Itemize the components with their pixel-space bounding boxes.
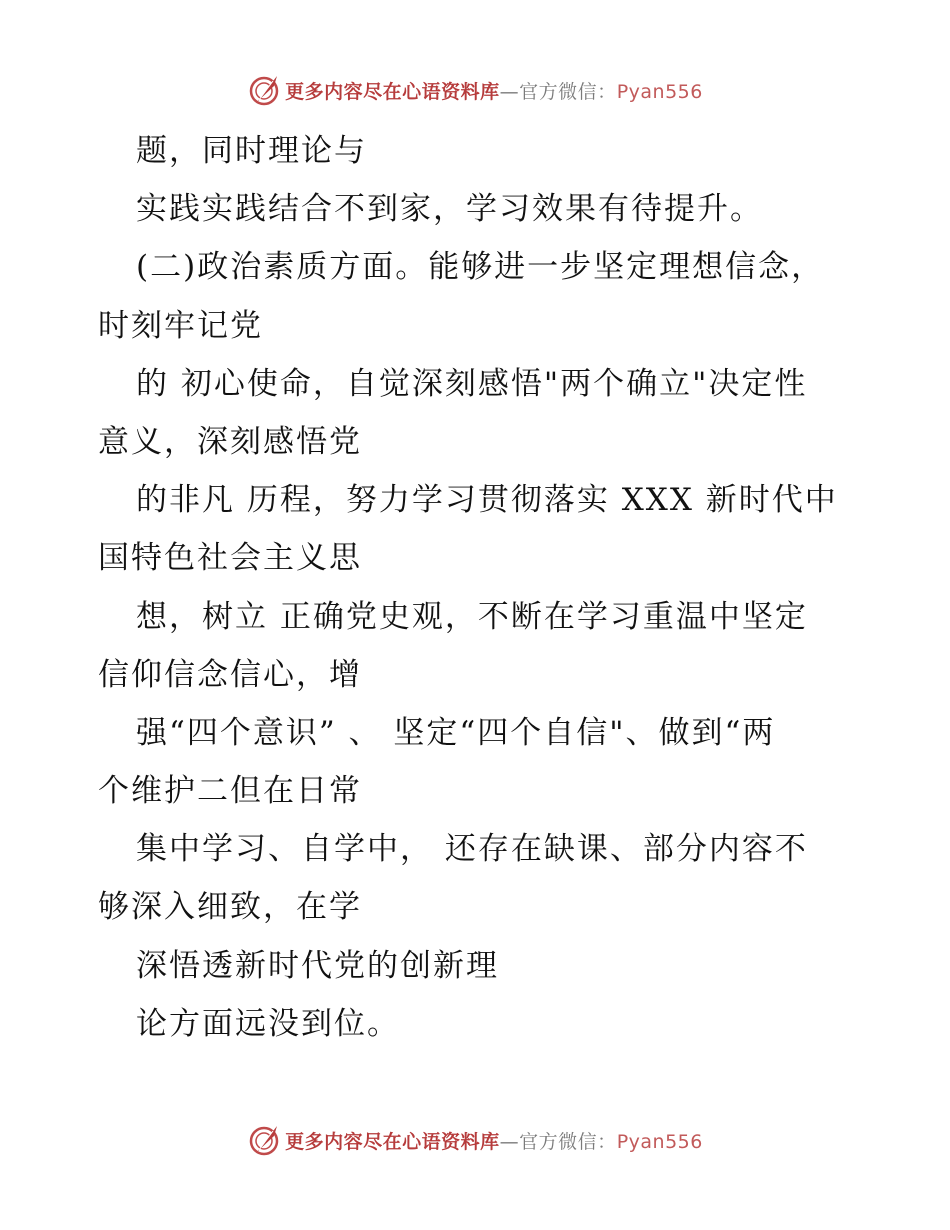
watermark-account: Pyan556 — [616, 80, 703, 103]
text-line: 意义，深刻感悟党 — [98, 423, 362, 460]
watermark-account: Pyan556 — [616, 1130, 703, 1153]
header-watermark — [0, 70, 950, 110]
watermark-official: 官方微信： — [519, 80, 617, 103]
watermark-brand: 更多内容尽在心语资料库 — [285, 80, 500, 103]
text-line: 够深入细致，在学 — [98, 889, 362, 926]
text-line: 信仰信念信心，增 — [98, 656, 362, 693]
document-body — [98, 122, 858, 1053]
text-line: 题，同时理论与 — [136, 133, 367, 169]
quill-logo-icon — [247, 1122, 283, 1158]
text-line: 个维护二但在日常 — [98, 773, 362, 810]
watermark-dash: — — [499, 80, 520, 103]
watermark-text — [285, 77, 703, 104]
text-line: 国特色社会主义思 — [98, 540, 362, 577]
text-line: 实践实践结合不到家，学习效果有待提升。 — [136, 191, 763, 228]
text-line: 强“四个意识” 、 坚定“四个自信"、做到“两 — [136, 714, 776, 751]
text-line: 的非凡 历程，努力学习贯彻落实 XXX 新时代中 — [136, 482, 838, 519]
text-line: 集中学习、自学中， 还存在缺课、部分内容不 — [136, 831, 808, 868]
text-line: 想，树立 正确党史观，不断在学习重温中坚定 — [136, 598, 808, 635]
text-line: 时刻牢记党 — [98, 307, 263, 344]
quill-logo-icon — [247, 72, 283, 108]
text-line: 的 初心使命，自觉深刻感悟"两个确立"决定性 — [136, 365, 808, 402]
watermark-brand: 更多内容尽在心语资料库 — [285, 1130, 500, 1153]
text-line: 论方面远没到位。 — [136, 1005, 400, 1042]
text-line: (二)政治素质方面。能够进一步坚定理想信念， — [136, 249, 825, 286]
text-line: 深悟透新时代党的创新理 — [136, 947, 499, 984]
watermark-text — [285, 1127, 703, 1154]
watermark-dash: — — [499, 1130, 520, 1153]
footer-watermark — [0, 1120, 950, 1160]
watermark-official: 官方微信： — [519, 1130, 617, 1153]
